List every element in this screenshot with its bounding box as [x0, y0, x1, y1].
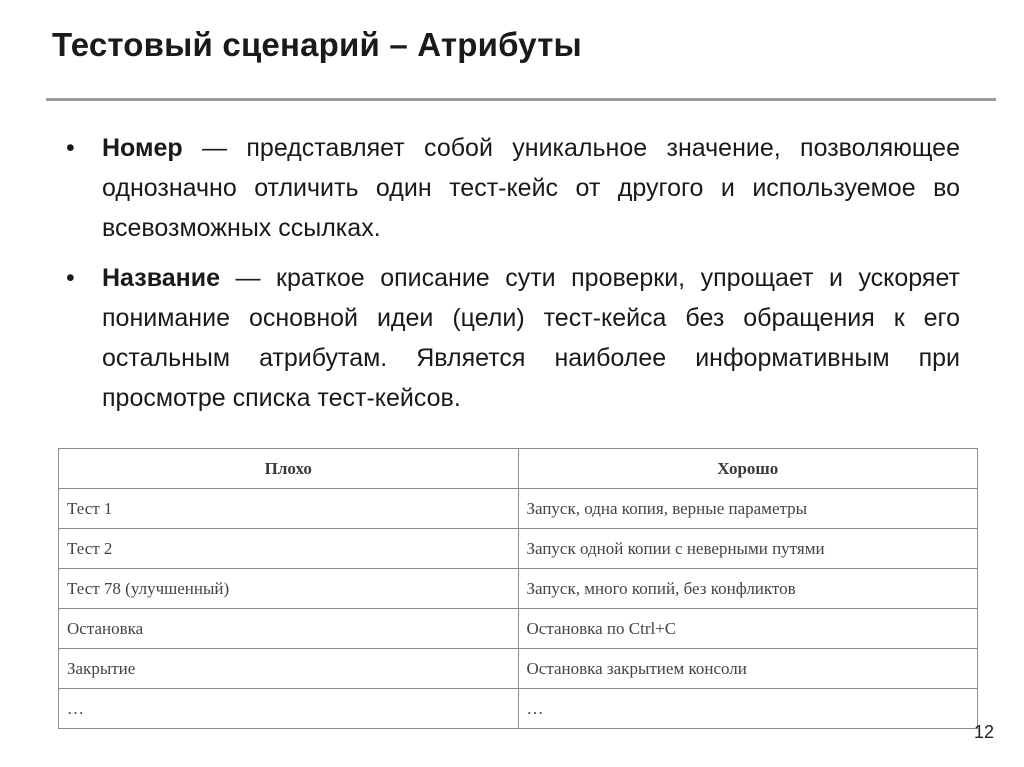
header-good: Хорошо — [518, 449, 978, 489]
cell-bad: Тест 1 — [59, 489, 519, 529]
bullet-item-number — [60, 128, 960, 248]
bullet-term: Название — [102, 264, 221, 292]
cell-good: Запуск, много копий, без конфликтов — [518, 569, 978, 609]
cell-bad: Закрытие — [59, 649, 519, 689]
cell-good: Запуск, одна копия, верные параметры — [518, 489, 978, 529]
table-row — [59, 489, 978, 529]
bullet-text: — представляет собой уникальное значение, позволяющее однозначно отличить один тест-кейс от другого и используемое во всевозможных ссылках. — [102, 134, 960, 242]
cell-good: Запуск одной копии с неверными путями — [518, 529, 978, 569]
table-row — [59, 609, 978, 649]
page-number: 12 — [973, 722, 994, 742]
bullet-item-name — [60, 258, 960, 418]
table-header-row — [59, 449, 978, 489]
comparison-table — [58, 448, 978, 729]
table-row — [59, 649, 978, 689]
header-bad: Плохо — [59, 449, 519, 489]
bullet-marker: • — [66, 264, 75, 292]
table-row — [59, 689, 978, 729]
bullet-term: Номер — [102, 134, 183, 162]
cell-bad: Остановка — [59, 609, 519, 649]
cell-bad: Тест 2 — [59, 529, 519, 569]
comparison-table-container — [58, 448, 978, 729]
cell-bad: … — [59, 689, 519, 729]
cell-good: Остановка закрытием консоли — [518, 649, 978, 689]
bullet-text: — краткое описание сути проверки, упрощает и ускоряет понимание основной идеи (цели) тест-кейса без обращения к его остальным атрибутам. Является наиболее информативным при просмотре списка тест-кейсов. — [102, 264, 960, 412]
bullet-list — [60, 128, 960, 428]
slide-title: Тестовый сценарий – Атрибуты — [52, 26, 582, 63]
title-divider — [46, 98, 996, 101]
table-row — [59, 569, 978, 609]
cell-good: … — [518, 689, 978, 729]
cell-good: Остановка по Ctrl+C — [518, 609, 978, 649]
bullet-marker: • — [66, 134, 75, 162]
table-row — [59, 529, 978, 569]
cell-bad: Тест 78 (улучшенный) — [59, 569, 519, 609]
